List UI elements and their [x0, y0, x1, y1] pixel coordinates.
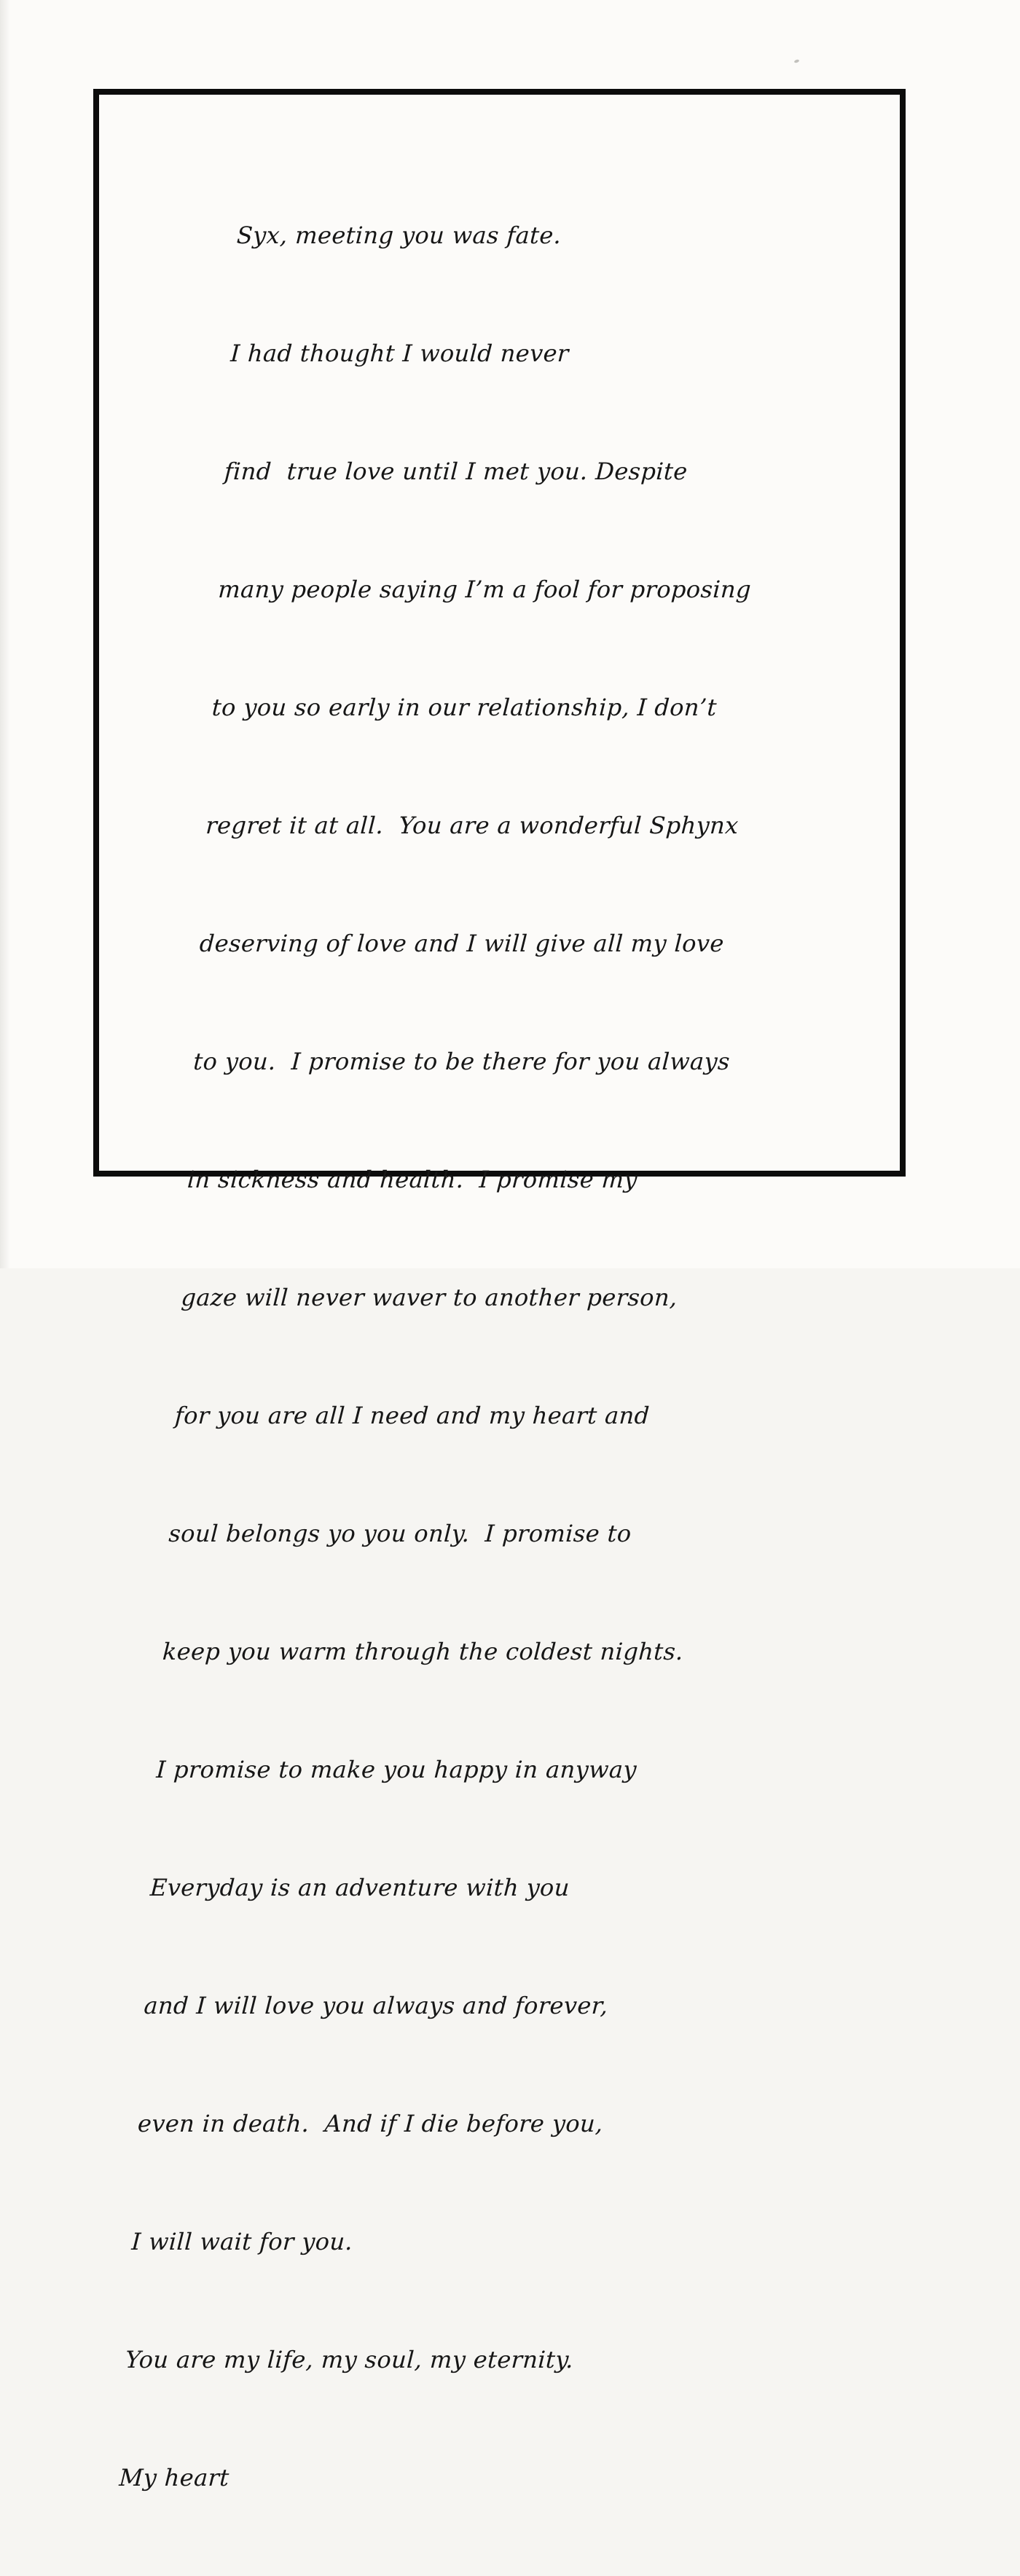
- letter-line: I had thought I would never: [230, 339, 570, 367]
- letter-line: I will wait for you.: [130, 2228, 354, 2255]
- scan-edge-shadow: [0, 0, 10, 1268]
- letter-line: regret it at all. You are a wonderful Sphynx: [205, 812, 740, 839]
- letter-line: for you are all I need and my heart and: [174, 1402, 651, 1429]
- scan-speck: [794, 59, 800, 63]
- letter-line: and I will love you always and forever,: [143, 1992, 609, 2019]
- letter-line: soul belongs yo you only. I promise to: [168, 1520, 632, 1547]
- letter-line: Everyday is an adventure with you: [149, 1874, 570, 1901]
- letter-line: My heart: [118, 2464, 230, 2491]
- letter-line: I promise to make you happy in anyway: [155, 1756, 638, 1783]
- letter-line: to you so early in our relationship, I don’t: [211, 694, 718, 721]
- letter-line: deserving of love and I will give all my love: [198, 930, 725, 957]
- letter-line: in sickness and health. I promise my: [187, 1166, 638, 1193]
- letter-line: keep you warm through the coldest nights.: [162, 1638, 684, 1665]
- letter-border-frame: [93, 89, 906, 2491]
- letter-line: many people saying I’m a fool for proposing: [217, 576, 753, 603]
- letter-line: gaze will never waver to another person,: [180, 1284, 678, 1311]
- letter-text-block: [114, 137, 868, 2576]
- letter-line: Syx, meeting you was fate.: [235, 221, 562, 249]
- letter-line: find true love until I met you. Despite: [223, 458, 688, 485]
- letter-line: even in death. And if I die before you,: [137, 2110, 604, 2137]
- letter-line: to you. I promise to be there for you always: [192, 1048, 731, 1075]
- letter-line: You are my life, my soul, my eternity.: [125, 2346, 575, 2373]
